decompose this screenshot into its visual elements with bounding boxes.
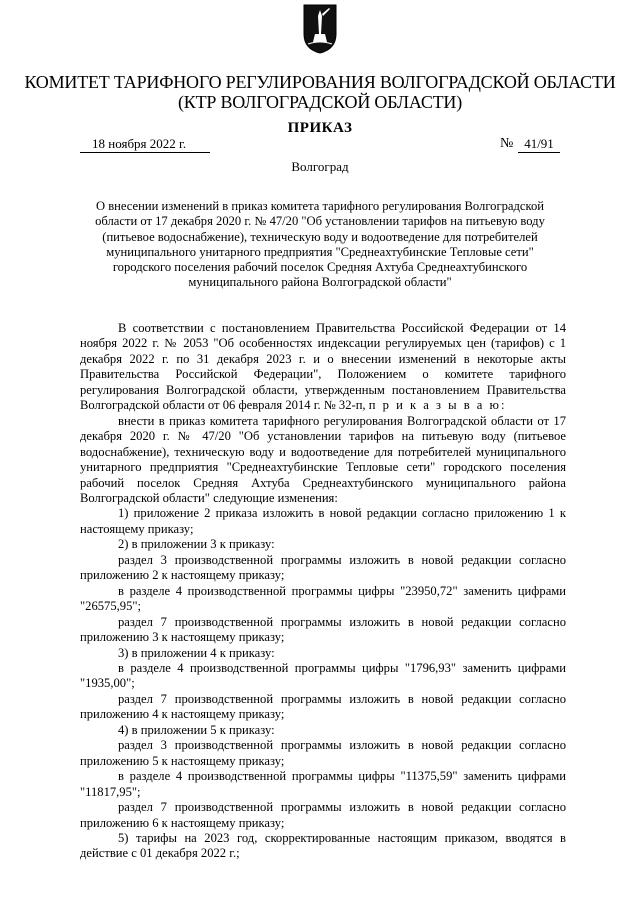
document-date: 18 ноября 2022 г. (80, 136, 210, 153)
preamble-paragraph (80, 321, 566, 414)
list-item: 1) приложение 2 приказа изложить в новой редакции согласно приложению 1 к настоящему приказу; (80, 506, 566, 536)
org-short-name: (КТР ВОЛГОГРАДСКОЙ ОБЛАСТИ) (177, 92, 463, 112)
list-item: 5) тарифы на 2023 год, скорректированные настоящим приказом, вводятся в действие с 01 декабря 2022 г.; (80, 830, 566, 861)
document-city: Волгоград (291, 159, 349, 174)
org-name: КОМИТЕТ ТАРИФНОГО РЕГУЛИРОВАНИЯ ВОЛГОГРАДСКОЙ ОБЛАСТИ (24, 72, 616, 92)
list-item: раздел 3 производственной программы изложить в новой редакции согласно приложению 2 к настоящему приказу; (80, 552, 566, 583)
list-item: раздел 7 производственной программы изложить в новой редакции согласно приложению 6 к настоящему приказу; (80, 800, 566, 830)
list-item: 4) в приложении 5 к приказу: (118, 722, 275, 737)
intro-paragraph: внести в приказ комитета тарифного регулирования Волгоградской области от 17 декабря 2020 г. № 47/20 "Об установлении тарифов на питьевую воду (питьевое водоснабжение), техническую воду и водоотведение для потребителей муниципального унитарного предприятия "Среднеахтубинские Тепловые сети" городского поселения рабочий поселок Средняя Ахтуба Среднеахтубинского муниципального района Волгоградской области" следующие изменения: (80, 413, 566, 505)
list-item: в разделе 4 производственной программы цифры "11375,59" заменить цифрами "11817,95"; (80, 769, 566, 799)
list-item: 2) в приложении 3 к приказу: (118, 537, 275, 552)
document-title: ПРИКАЗ (287, 120, 353, 136)
preamble-text: В соответствии с постановлением Правительства Российской Федерации от 14 ноября 2022 г. № 2053 "Об особенностях индексации регулируемых цен (тарифов) с 1 декабря 2022 г. по 31 декабря 2023 г. и о внесении изменений в некоторые акты Правительства Российской Федерации", Положением о комитете тарифного регулирования Волгоградской области, утвержденным постановлением Правительства Волгоградской области от 06 февраля 2014 г. № 32-п, (80, 321, 566, 413)
prikazyvayu: п р и к а з ы в а ю: (368, 398, 507, 413)
list-item: раздел 3 производственной программы изложить в новой редакции согласно приложению 5 к настоящему приказу; (80, 738, 566, 768)
list-item: раздел 7 производственной программы изложить в новой редакции согласно приложению 4 к настоящему приказу; (80, 691, 566, 722)
document-subject: О внесении изменений в приказ комитета тарифного регулирования Волгоградской области от 17 декабря 2020 г. № 47/20 "Об установлении тарифов на питьевую воду (питьевое водоснабжение), техническую воду и водоотведение для потребителей муниципального унитарного предприятия "Среднеахтубинские Тепловые сети" городского поселения рабочий поселок Средняя Ахтуба Среднеахтубинского муниципального района Волгоградской области" (95, 199, 545, 290)
list-item: в разделе 4 производственной программы цифры "23950,72" заменить цифрами "26575,95"; (80, 583, 566, 614)
coat-of-arms-icon (303, 4, 337, 54)
list-item: 3) в приложении 4 к приказу: (118, 645, 275, 660)
number-label: № (500, 136, 514, 151)
list-item: раздел 7 производственной программы изложить в новой редакции согласно приложению 3 к настоящему приказу; (80, 614, 566, 645)
document-body (80, 321, 566, 862)
document-number: 41/91 (518, 136, 560, 153)
list-item: в разделе 4 производственной программы цифры "1796,93" заменить цифрами "1935,00"; (80, 660, 566, 691)
